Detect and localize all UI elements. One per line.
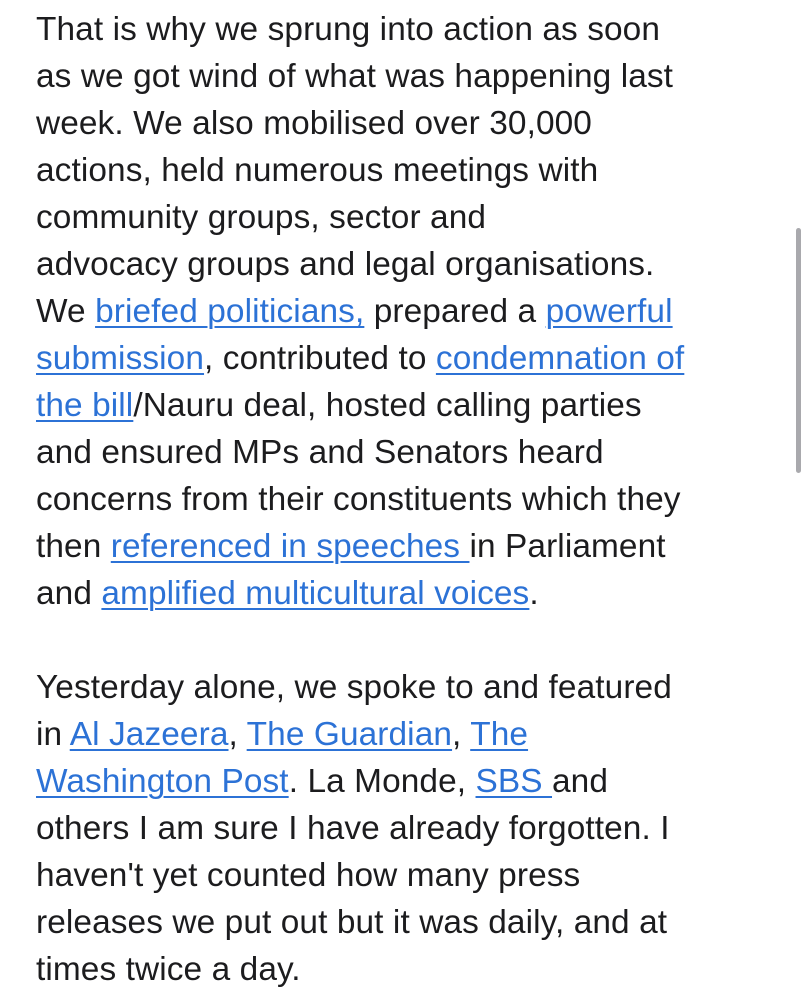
text-segment: . La Monde, xyxy=(288,763,476,800)
text-line xyxy=(36,758,776,805)
paragraph-actions xyxy=(36,6,776,617)
link-sbs[interactable]: SBS xyxy=(475,763,553,800)
text-segment: , xyxy=(228,716,247,753)
text-line: That is why we sprung into action as soon xyxy=(36,11,661,48)
text-line: times twice a day. xyxy=(36,951,301,988)
link-amplified-multicultural-voices[interactable]: amplified multicultural voices xyxy=(101,575,530,612)
text-line: community groups, sector and xyxy=(36,199,487,236)
paragraph-press xyxy=(36,664,776,993)
text-line xyxy=(36,570,776,617)
text-line: week. We also mobilised over 30,000 xyxy=(36,105,592,142)
link-referenced-in-speeches[interactable]: referenced in speeches xyxy=(110,528,470,565)
vertical-scrollbar[interactable] xyxy=(796,228,801,473)
text-segment: prepared a xyxy=(364,293,546,330)
text-line xyxy=(36,711,776,758)
article-body xyxy=(36,6,776,993)
text-segment: in xyxy=(36,716,70,753)
link-condemnation-of-the-bill[interactable]: condemnation of xyxy=(435,340,685,377)
text-line: as we got wind of what was happening last xyxy=(36,58,674,95)
text-segment: /Nauru deal, hosted calling parties xyxy=(133,387,642,424)
text-segment: . xyxy=(529,575,539,612)
text-line xyxy=(36,382,776,429)
text-line: Yesterday alone, we spoke to and featured xyxy=(36,669,672,706)
link-al-jazeera[interactable]: Al Jazeera xyxy=(69,716,229,753)
text-line xyxy=(36,523,776,570)
text-line xyxy=(36,288,776,335)
text-segment: We xyxy=(36,293,96,330)
link-powerful-submission[interactable]: powerful xyxy=(545,293,673,330)
paragraph-spacer xyxy=(36,617,776,664)
text-line: and ensured MPs and Senators heard xyxy=(36,434,604,471)
text-line xyxy=(36,335,776,382)
link-the-guardian[interactable]: The Guardian xyxy=(246,716,453,753)
text-segment: then xyxy=(36,528,111,565)
text-line: others I am sure I have already forgotten. I xyxy=(36,810,670,847)
link-washington-post[interactable]: Washington Post xyxy=(36,763,289,800)
text-line: actions, held numerous meetings with xyxy=(36,152,599,189)
text-segment: and xyxy=(36,575,102,612)
link-washington-post[interactable]: The xyxy=(470,716,529,753)
text-line: advocacy groups and legal organisations. xyxy=(36,246,655,283)
text-segment: and xyxy=(552,763,609,800)
link-briefed-politicians[interactable]: briefed politicians, xyxy=(95,293,365,330)
text-segment: , contributed to xyxy=(204,340,436,377)
link-condemnation-of-the-bill[interactable]: the bill xyxy=(36,387,134,424)
text-line: releases we put out but it was daily, and at xyxy=(36,904,668,941)
text-line: concerns from their constituents which they xyxy=(36,481,681,518)
text-segment: , xyxy=(452,716,471,753)
text-segment: in Parliament xyxy=(469,528,666,565)
link-powerful-submission[interactable]: submission xyxy=(36,340,205,377)
text-line: haven't yet counted how many press xyxy=(36,857,581,894)
